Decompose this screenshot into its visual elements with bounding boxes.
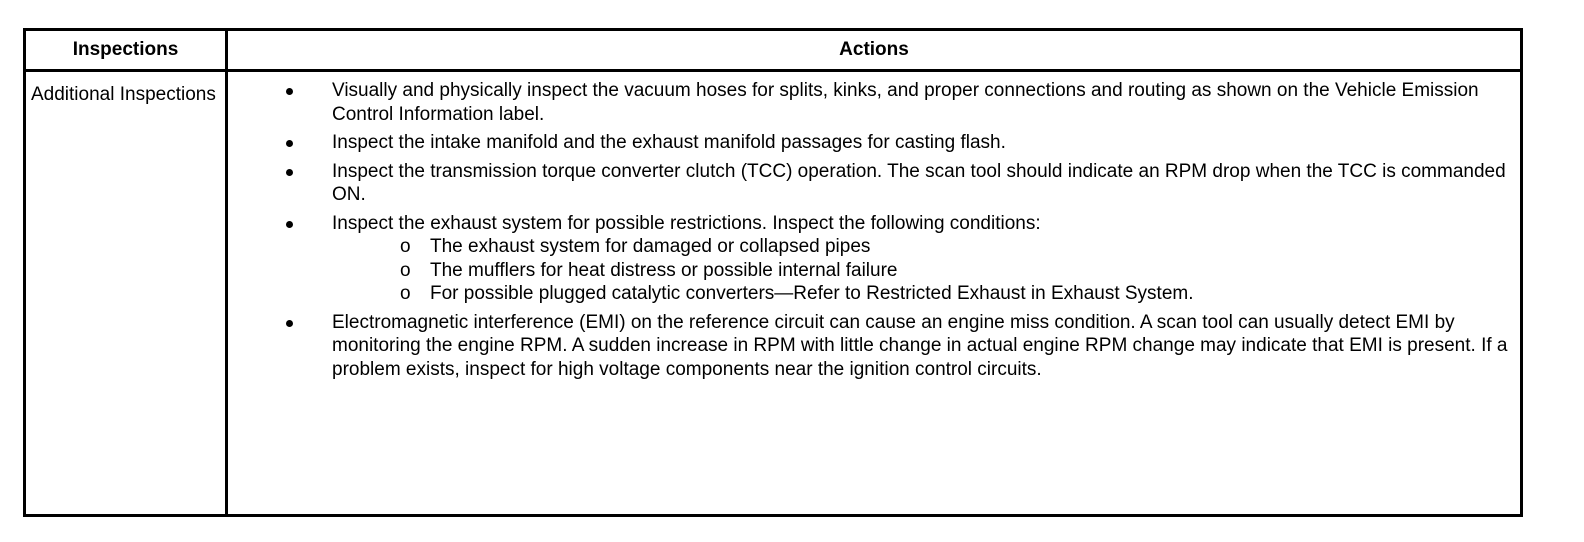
sub-list	[332, 235, 1518, 306]
actions-cell	[228, 72, 1520, 514]
sub-item	[332, 259, 1518, 283]
bullet-icon	[286, 169, 293, 176]
sub-bullet-icon: o	[400, 259, 411, 281]
header-inspections: Inspections	[72, 39, 179, 60]
sub-item	[332, 235, 1518, 259]
sub-item-text: The mufflers for heat distress or possible internal failure	[430, 259, 898, 281]
action-text: Inspect the transmission torque converter clutch (TCC) operation. The scan tool should indicate an RPM drop when the TCC is commanded ON.	[332, 160, 1506, 205]
bullet-icon	[286, 140, 293, 147]
action-text: Electromagnetic interference (EMI) on the reference circuit can cause an engine miss condition. A scan tool can usually detect EMI by monitoring the engine RPM. A sudden increase in RPM with little change in actual engine RPM change may indicate that EMI is present. If a problem exists, inspect for high voltage components near the ignition control circuits.	[332, 311, 1508, 380]
action-item	[228, 160, 1518, 207]
sub-item	[332, 282, 1518, 306]
action-item	[228, 311, 1518, 382]
action-item	[228, 79, 1518, 126]
sub-bullet-icon: o	[400, 283, 411, 304]
header-actions: Actions	[839, 39, 909, 60]
sub-item-text: For possible plugged catalytic converters—Refer to Restricted Exhaust in Exhaust System.	[430, 283, 1194, 304]
bullet-icon	[286, 221, 293, 228]
inspection-label: Additional Inspections	[31, 84, 216, 105]
sub-item-text: The exhaust system for damaged or collapsed pipes	[430, 236, 871, 257]
bullet-icon	[286, 320, 293, 327]
action-item	[228, 131, 1518, 155]
bullet-icon	[286, 88, 293, 95]
action-list	[228, 79, 1518, 386]
inspection-table	[23, 28, 1523, 517]
action-item	[228, 212, 1518, 306]
action-text: Inspect the exhaust system for possible restrictions. Inspect the following conditions:	[332, 212, 1041, 234]
action-text: Inspect the intake manifold and the exhaust manifold passages for casting flash.	[332, 132, 1006, 153]
action-text: Visually and physically inspect the vacuum hoses for splits, kinks, and proper connections and routing as shown on the Vehicle Emission Control Information label.	[332, 80, 1479, 125]
sub-bullet-icon: o	[400, 236, 411, 257]
